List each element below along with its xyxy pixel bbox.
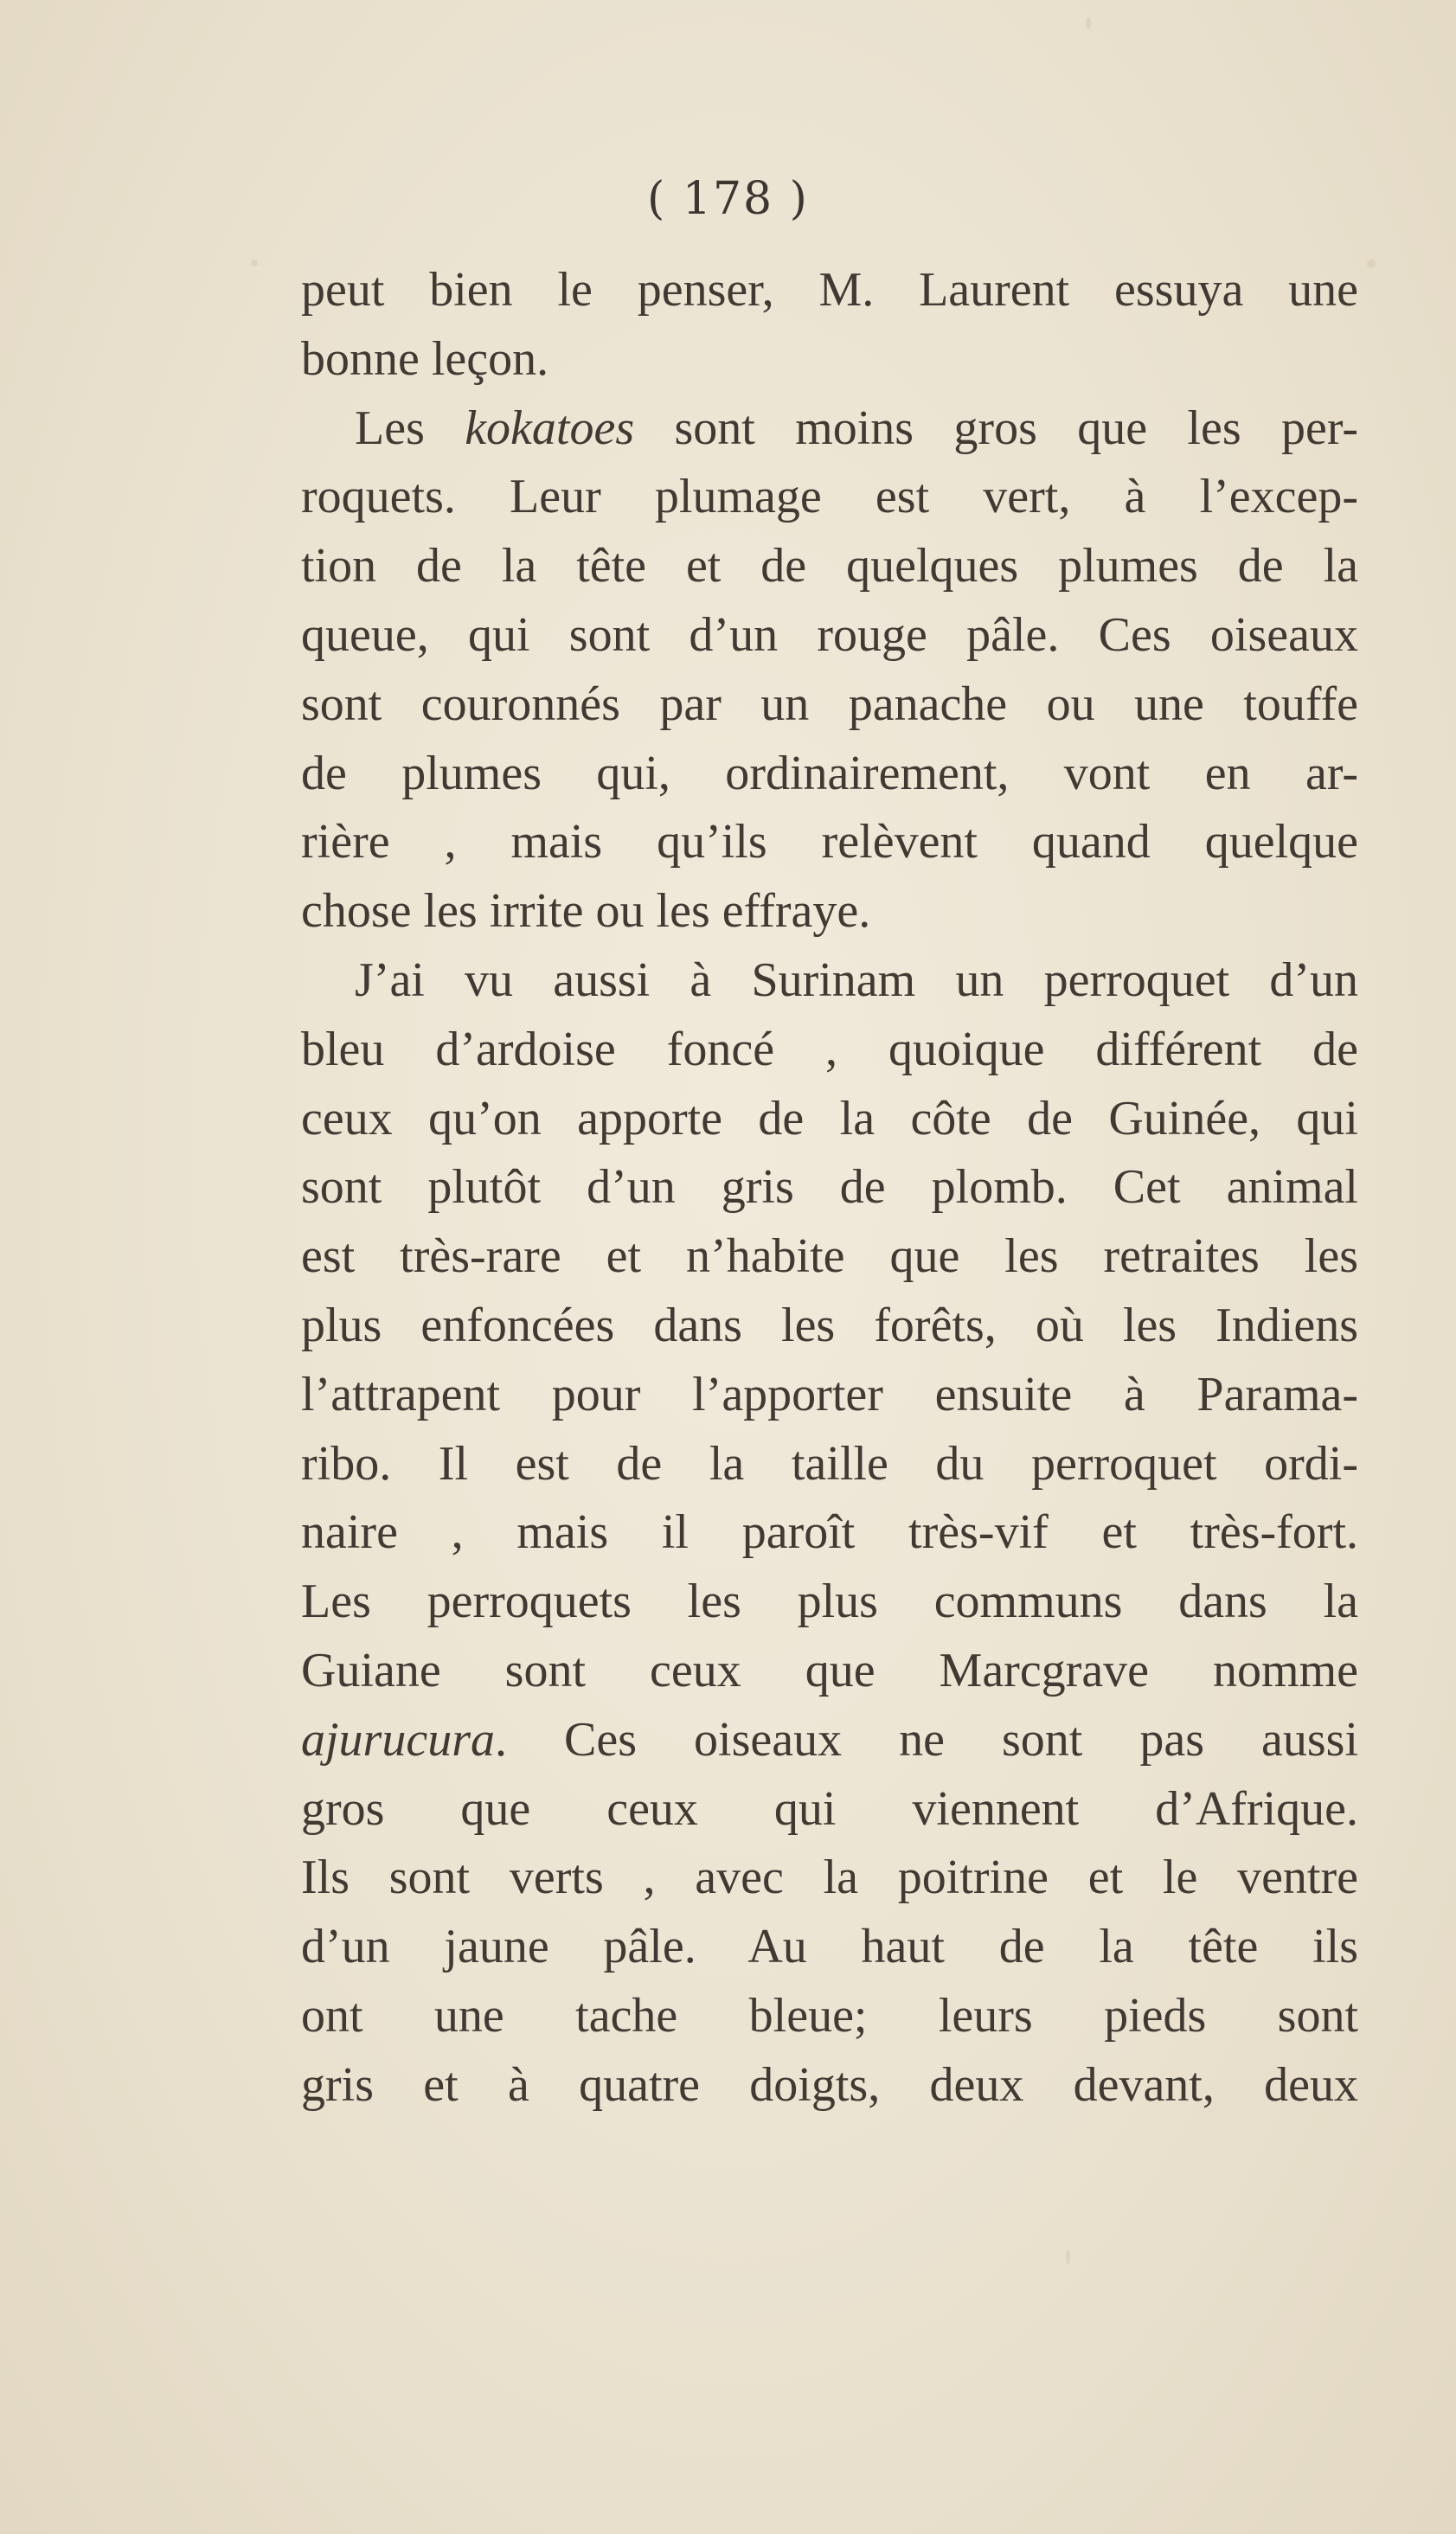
text-line: l’attrapent pour l’apporter ensuite à Parama- [301,1367,1358,1421]
text-line: ceux qu’on apporte de la côte de Guinée, qui [301,1091,1358,1145]
text-line: bleu d’ardoise foncé , quoique différent de [301,1022,1358,1076]
text-line: de plumes qui, ordinairement, vont en ar- [301,746,1358,800]
text-line: bonne leçon. [301,331,549,386]
text-line: roquets. Leur plumage est vert, à l’excep- [301,470,1358,524]
text-line: Guiane sont ceux que Marcgrave nomme [301,1643,1358,1697]
paper-spot [1367,260,1376,268]
text-line: chose les irrite ou les effraye. [301,884,871,939]
text-line: Les perroquets les plus communs dans la [301,1575,1358,1629]
text-line: gris et à quatre doigts, deux devant, deux [301,2057,1358,2112]
text-line: queue, qui sont d’un rouge pâle. Ces oiseaux [301,607,1358,662]
paper-spot [1086,17,1091,29]
line-text: Les [355,401,465,455]
text-line: est très-rare et n’habite que les retraites les [301,1229,1358,1284]
text-line: peut bien le penser, M. Laurent essuya une [301,263,1358,317]
text-line: naire , mais il paroît très-vif et très-fort. [301,1505,1358,1560]
text-line [301,395,1358,464]
text-line: rière , mais qu’ils relèvent quand quelque [301,815,1358,869]
text-line: plus enfoncées dans les forêts, où les Indiens [301,1298,1358,1352]
text-line [301,1706,1358,1775]
italic-term: kokatoes [465,401,635,455]
text-line: ribo. Il est de la taille du perroquet ordi- [301,1436,1358,1491]
text-line: ont une tache bleue; leurs pieds sont [301,1988,1358,2043]
paper-spot [251,260,258,266]
line-text: sont moins gros que les per- [634,401,1358,455]
text-line: sont plutôt d’un gris de plomb. Cet animal [301,1160,1358,1215]
text-line: sont couronnés par un panache ou une touffe [301,677,1358,731]
line-text: . Ces oiseaux ne sont pas aussi [495,1712,1358,1767]
text-line: J’ai vu aussi à Surinam un perroquet d’un [355,953,1358,1007]
paper-spot [1066,2249,1070,2265]
body-text [301,256,1358,2120]
text-line: tion de la tête et de quelques plumes de la [301,539,1358,593]
text-line: Ils sont verts , avec la poitrine et le ventre [301,1851,1358,1905]
text-line: d’un jaune pâle. Au haut de la tête ils [301,1920,1358,1974]
italic-term: ajurucura [301,1712,495,1767]
page-number: ( 178 ) [647,173,809,225]
text-line: gros que ceux qui viennent d’Afrique. [301,1781,1358,1836]
